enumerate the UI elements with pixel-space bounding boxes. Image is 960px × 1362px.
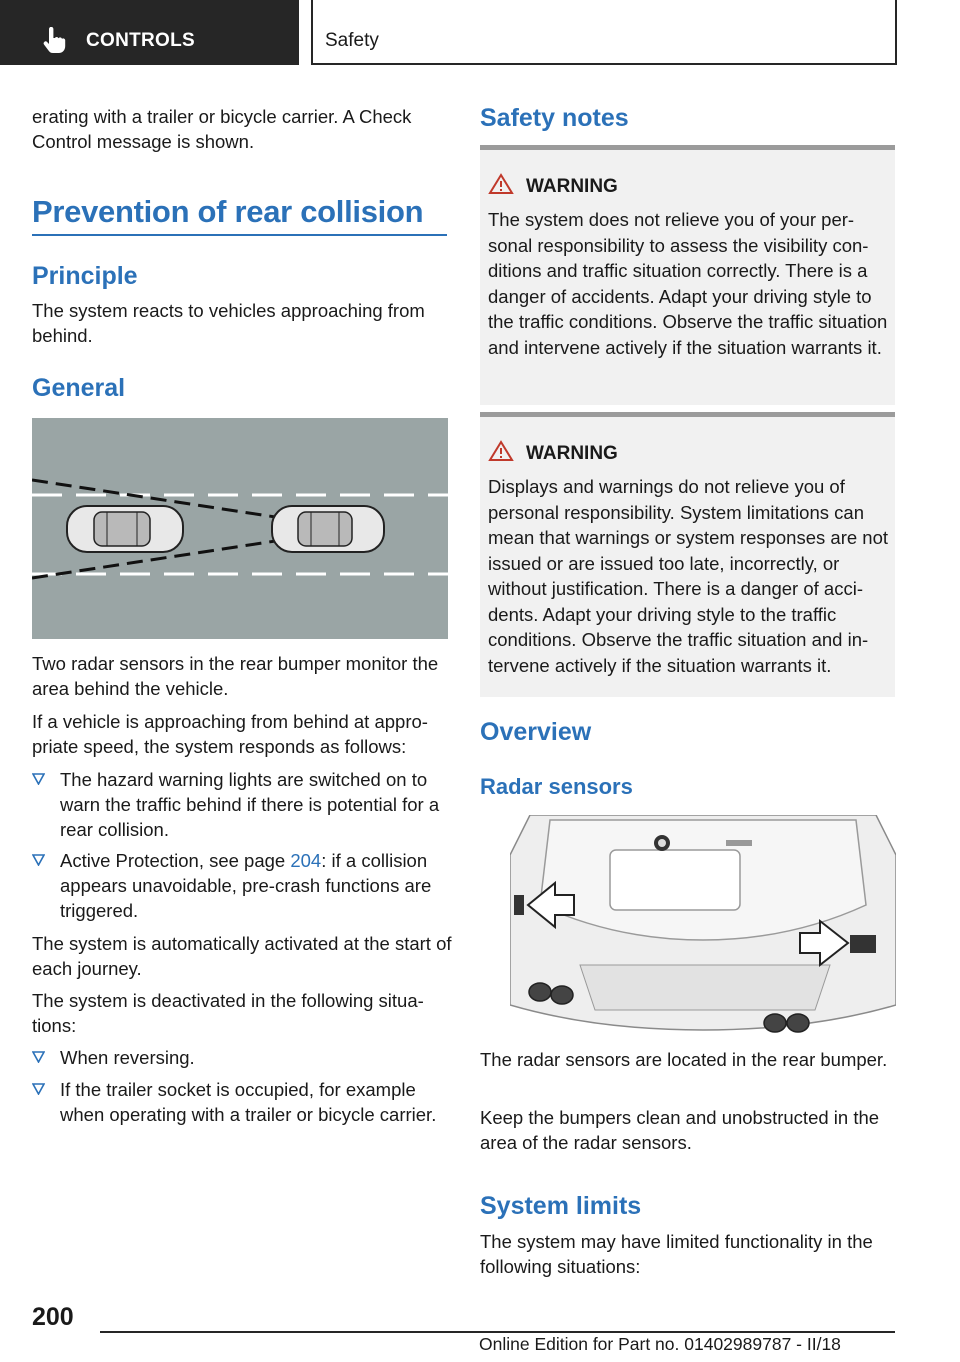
rear-bumper-illustration [510,815,896,1035]
chapter-label: CONTROLS [86,30,196,51]
system-limits-text: The system may have limited functionality in the following situations: [480,1231,873,1277]
rear-collision-illustration [32,418,448,639]
section-title: Safety [325,30,379,51]
approaching-car [67,506,183,552]
radar-paragraph-2: Keep the bumpers clean and unobstructed in the area of the radar sensors. [480,1107,880,1153]
host-car [272,506,384,552]
overview-heading: Overview [480,718,592,746]
bullet-text: The hazard warning lights are switched on to warn the traffic behind if there is potential for a rear collision. [60,769,440,840]
bullet-text-suffix: : if a collision appears unavoidable, pre-crash functions are triggered. [60,850,432,921]
warning-label: WARNING [526,176,618,197]
footer-rule [100,1331,895,1333]
bullet-triangle-icon [32,1083,45,1095]
radar-sensors-heading: Radar sensors [480,774,633,799]
safety-notes-heading: Safety notes [480,104,629,132]
chapter-tab[interactable] [0,0,299,65]
warning-text: The system does not relieve you of your personal responsibility to assess the visibility conditions and traffic situation correctly. There is a danger of accidents. Adapt your driving style to the traffic conditions. Observe the traffic situation and intervene actively if the situation warrants it. [488,209,888,358]
edition-footer: Online Edition for Part no. 01402989787 - II/18 [479,1334,841,1354]
bullet-text: When reversing. [60,1047,195,1068]
bullet-triangle-icon [32,854,45,866]
warning-triangle-icon [488,173,514,195]
warning-label: WARNING [526,443,618,464]
page-reference-link[interactable]: 204 [290,850,322,871]
page-number: 200 [32,1303,74,1331]
general-paragraph-1: Two radar sensors in the rear bumper monitor the area behind the vehicle. [32,653,439,699]
principle-text: The system reacts to vehicles approaching from behind. [32,300,425,346]
principle-heading: Principle [32,262,138,290]
deactivation-paragraph: The system is deactivated in the following situations: [32,990,424,1036]
bullet-triangle-icon [32,773,45,785]
bullet-text-prefix: Active Protection, see page [60,850,291,871]
continued-paragraph: erating with a trailer or bicycle carrier. A Check Control message is shown. [32,106,412,152]
activation-paragraph: The system is automatically activated at the start of each journey. [32,933,452,979]
bullet-text [60,848,450,923]
general-heading: General [32,374,126,402]
warning-triangle-icon [488,440,514,462]
warning-box-2 [480,412,895,697]
general-paragraph-2: If a vehicle is approaching from behind at appropriate speed, the system responds as follows: [32,711,428,757]
radar-paragraph-1: The radar sensors are located in the rear bumper. [480,1049,888,1070]
hand-pointer-icon [40,27,70,55]
title-rule [32,234,447,236]
warning-box-1 [480,145,895,405]
bullet-text: If the trailer socket is occupied, for example when operating with a trailer or bicycle carrier. [60,1079,437,1125]
page-title: Prevention of rear collision [32,194,424,229]
system-limits-heading: System limits [480,1192,642,1220]
header-frame [311,0,897,65]
bullet-triangle-icon [32,1051,45,1063]
warning-text: Displays and warnings do not relieve you of personal responsibility. System limitations can mean that warnings or system responses are not issued or are issued too late, incorrectly, or without justification. There is a danger of accidents. Adapt your driving style to the traffic conditions. Observe the traffic situation and intervene actively if the situation warrants it. [488,476,888,676]
